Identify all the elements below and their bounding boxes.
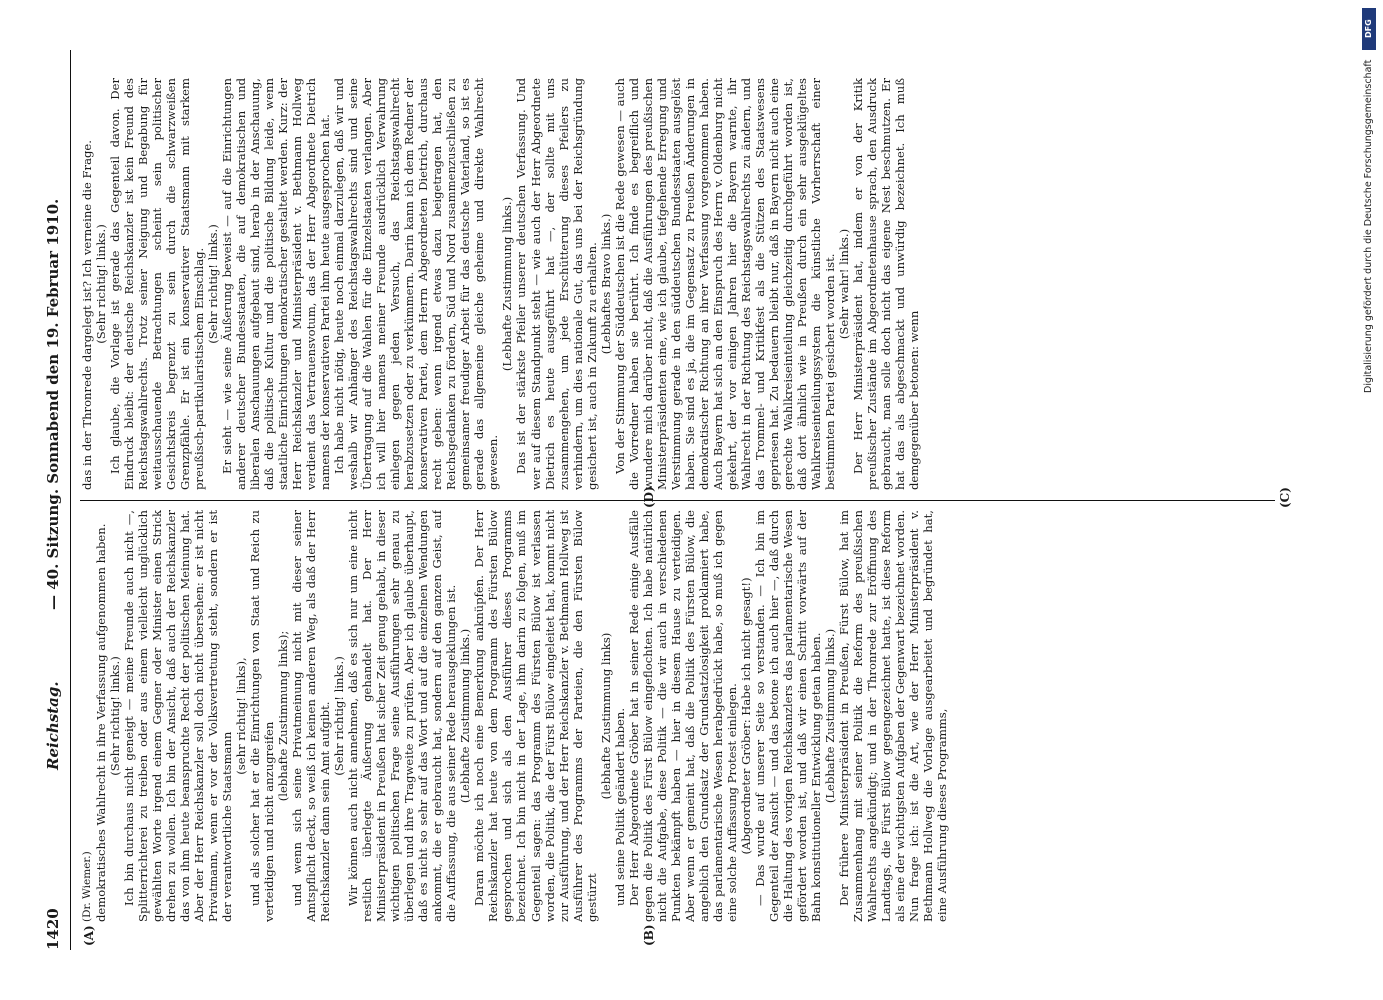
interjection: (Sehr richtig! links.) <box>206 224 221 344</box>
speaker-label: (Dr. Wiemer.) <box>81 851 93 922</box>
interjection: (Lebhafte Zustimmung links.) <box>822 628 837 804</box>
sitting-date: — 40. Sitzung. Sonnabend den 19. Februar 1910. <box>44 198 62 610</box>
paragraph: Er sieht — wie seine Äußerung beweist — auf die Einrichtungen anderer deutscher Bundesstaaten, die auf demokratischen und liberalen Anschauungen aufgebaut sind, herab in der Anschauung, daß die politische Kultur und die politische Bildung leide, wenn staatliche Einrichtungen demokratischer gestaltet werden. Kurz: der Herr Reichskanzler und Ministerpräsident v. Bethmann Hollweg verdient das Vertrauensvotum, das der Herr Abgeordnete Dietrich namens der konservativen Partei ihm heute ausgesprochen hat. <box>220 78 333 490</box>
interjection: (Abgeordneter Gröber: Habe ich nicht gesagt!) <box>738 577 753 855</box>
paragraph: und als solcher hat er die Einrichtungen von Staat und Reich zu verteidigen und nicht anzugreifen <box>248 510 277 922</box>
paragraph: Ich bin durchaus nicht geneigt — meine Freunde auch nicht —, Splitterrichterei zu treiben oder aus einem vielleicht unglücklich gewählten Worte irgend einem Gegner oder Minister einen Strick drehen zu wollen. Ich bin der Ansicht, daß auch der Reichskanzler das von ihm heute beanspruchte Recht der politischen Meinung hat. Aber der Herr Reichskanzler soll doch nicht übersehen: er ist nicht Privatmann, wenn er vor der Volksvertretung steht, sondern er ist der verantwortliche Staatsmann <box>122 510 235 922</box>
interjection: (Lebhafte Zustimmung links.) <box>458 628 473 804</box>
column-divider <box>80 500 1275 501</box>
paragraph: Ich glaube, die Vorlage ist gerade das Gegenteil davon. Der Eindruck bleibt: der deutsche Reichskanzler ist kein Freund des Reichstagswahlrechts. Trotz seiner Neigung und Begabung für weitausschauende Betrachtungen scheint sein politischer Gesichtskreis begrenzt zu sein durch die schwarzweißen Grenzpfähle. Er ist ein konservativer Staatsmann mit starkem preußisch-partikularistischem Einschlag. <box>108 78 207 490</box>
interjection: (Sehr richtig! links.) <box>332 656 347 776</box>
margin-marker-d: (D) <box>642 486 656 508</box>
document-page <box>0 30 1300 970</box>
interjection: (sehr richtig! links), <box>234 657 249 775</box>
paragraph: und seine Politik geändert haben. <box>612 707 627 906</box>
paragraph: Von der Stimmung der Süddeutschen ist die Rede gewesen — auch die Vorredner haben sie berührt. Ich finde es begreiflich und wundere mich darüber nicht, daß die Ausführungen des preußischen Ministerpräsidenten eine, wie ich glaube, tiefgehende Erregung und Verstimmung gerade in den süddeutschen Bundesstaaten ausgelöst haben. Sie sind es ja, die im Gegensatz zu Preußen Änderungen in demokratischer Richtung an ihrer Verfassung vorgenommen haben. Auch Bayern hat sich an den Einspruch des Herrn v. Oldenburg nicht gekehrt, der vor einigen Jahren hier die Bayern warnte, ihr Wahlrecht in der Richtung des Reichstagswahlrechts zu ändern, und das Trommel- und Kritikfest als die Stützen des Staatswesens gepriesen hat. Zu bedauern bleibt nur, daß in Bayern nicht auch eine gerechte Wahlkreiseinteilung gleichzeitig durchgeführt worden ist, daß dort ähnlich wie in Preußen durch ein sehr ausgeklügeltes Wahlkreiseinteilungssystem die künstliche Vorherrschaft einer bestimmten Partei gesichert worden ist. <box>612 78 837 490</box>
paragraph: Daran möchte ich noch eine Bemerkung anknüpfen. Der Herr Reichskanzler hat heute von dem Programm des Fürsten Bülow gesprochen und sich als den Ausführer dieses Programms bezeichnet. Ich bin nicht in der Lage, ihm darin zu folgen, muß im Gegenteil sagen: das Programm des Fürsten Bülow ist verlassen worden, die Politik, die der Fürst Bülow eingeleitet hat, kommt nicht zur Ausführung, und der Herr Reichskanzler v. Bethmann Hollweg ist Ausführer des Programms der Parteien, die den Fürsten Bülow gestürzt <box>472 510 599 922</box>
paragraph: Der Herr Ministerpräsident hat, indem er von der Kritik preußischer Zustände im Abgeordnetenhause sprach, den Ausdruck gebraucht, man solle doch nicht das eigene Nest beschmutzen. Er hat das als abgeschmackt und unwürdig bezeichnet. Ich muß demgegenüber betonen: wenn <box>850 78 921 490</box>
paragraph: Wir können auch nicht annehmen, daß es sich nur um eine nicht restlich überlegte Äußerung gehandelt hat. Der Herr Ministerpräsident in Preußen hat sicher Zeit genug gehabt, in dieser wichtigen politischen Frage seine Ausführungen sehr genau zu überlegen und ihre Tragweite zu prüfen. Aber ich glaube überhaupt, daß es nicht so sehr auf das Wort und auf die einzelnen Wendungen ankommt, die er gebraucht hat, sondern auf den ganzen Geist, auf die Auffassung, die aus seiner Rede herausgeklungen ist. <box>346 510 459 922</box>
paragraph: Ich habe nicht nötig, heute noch einmal darzulegen, daß wir und weshalb wir Anhänger des Reichstagswahlrechts sind und seine Übertragung auf die Wahlen für die Einzelstaaten verlangen. Aber ich will hier namens meiner Freunde ausdrücklich Verwahrung einlegen gegen jeden Versuch, das Reichstagswahlrecht herabzusetzen oder zu verkümmern. Darin kann ich dem Redner der konservativen Partei, dem Herrn Abgeordneten Dietrich, durchaus recht geben: wenn irgend etwas dazu beigetragen hat, den Reichsgedanken zu fördern, Süd und Nord zusammenzuschließen zu gemeinsamer freudiger Arbeit für das deutsche Vaterland, so ist es gerade das allgemeine gleiche geheime und direkte Wahlrecht gewesen. <box>332 78 501 490</box>
paragraph: Der Herr Abgeordnete Gröber hat in seiner Rede einige Ausfälle gegen die Politik des Fürst Bülow eingeflochten. Ich habe natürlich nicht die Aufgabe, diese Politik — die wir auch in verschiedenen Punkten bekämpft haben — hier in diesem Hause zu verteidigen. Aber wenn er gemeint hat, daß die Politik des Fürsten Bülow, die angeblich den Grundsatz der Grundsatzlosigkeit proklamiert habe, das parlamentarische Wesen herabgedrückt habe, so muß ich gegen eine solche Auffassung Protest einlegen. <box>626 510 739 922</box>
interjection: (Sehr richtig! links.) <box>108 656 123 776</box>
digitization-credit: Digitalisierung gefördert durch die Deutsche Forschungsgemeinschaft <box>1363 60 1374 394</box>
interjection: (lebhafte Zustimmung links); <box>276 630 291 802</box>
margin-marker-c: (C) <box>1278 487 1292 508</box>
page-number: 1420 <box>44 908 62 950</box>
margin-marker-b: (B) <box>642 924 656 946</box>
paragraph: — Das wurde auf unserer Seite so verstanden. — Ich bin im Gegenteil der Ansicht — und das betone ich auch hier —, daß durch die Haltung des vorigen Reichskanzlers das parlamentarische Wesen gefördert worden ist, und daß wir einen Schritt vorwärts auf der Bahn konstitutioneller Entwicklung getan haben. <box>752 510 823 922</box>
interjection: (lebhafte Zustimmung links) <box>598 632 613 800</box>
paragraph: Das ist der stärkste Pfeiler unserer deutschen Verfassung. Und wer auf diesem Standpunkt steht — wie auch der Herr Abgeordnete Dietrich es heute ausgeführt hat —, der sollte mit uns zusammengehen, um jede Erschütterung dieses Pfeilers zu verhindern, um dies nationale Gut, das uns bei der Reichsgründung gesichert ist, auch in Zukunft zu erhalten. <box>514 78 599 490</box>
interjection: (Lebhaftes Bravo links.) <box>598 213 613 355</box>
dfg-logo: DFG <box>1362 8 1376 50</box>
chamber-title: Reichstag. <box>44 681 62 770</box>
page-header <box>40 50 71 950</box>
left-text-column <box>80 510 1275 922</box>
paragraph: und wenn sich seine Privatmeinung nicht mit dieser seiner Amtspflicht deckt, so weiß ich keinen anderen Weg, als daß der Herr Reichskanzler dann sein Amt aufgibt. <box>290 510 333 922</box>
margin-marker-a: (A) <box>82 925 96 946</box>
right-text-column <box>80 78 1275 490</box>
interjection: (Lebhafte Zustimmung links.) <box>500 196 515 372</box>
interjection: (Sehr richtig! links.) <box>94 224 109 344</box>
interjection: (Sehr wahr! links.) <box>836 228 851 340</box>
paragraph: das in der Thronrede dargelegt ist? Ich verneine die Frage. <box>80 140 94 490</box>
paragraph: Der frühere Ministerpräsident in Preußen, Fürst Bülow, hat im Zusammenhang mit seiner Politik die Reform des preußischen Wahlrechts angekündigt; und in der Thronrede zur Eröffnung des Landtags, die Fürst Bülow gegengezeichnet hatte, ist diese Reform als eine der wichtigsten Aufgaben der Gegenwart bezeichnet worden. Nun frage ich: ist die Art, wie der Herr Ministerpräsident v. Bethmann Hollweg die Vorlage ausgearbeitet und begründet hat, eine Ausführung dieses Programms, <box>836 510 949 922</box>
paragraph: demokratisches Wahlrecht in ihre Verfassung aufgenommen haben. <box>94 523 109 922</box>
